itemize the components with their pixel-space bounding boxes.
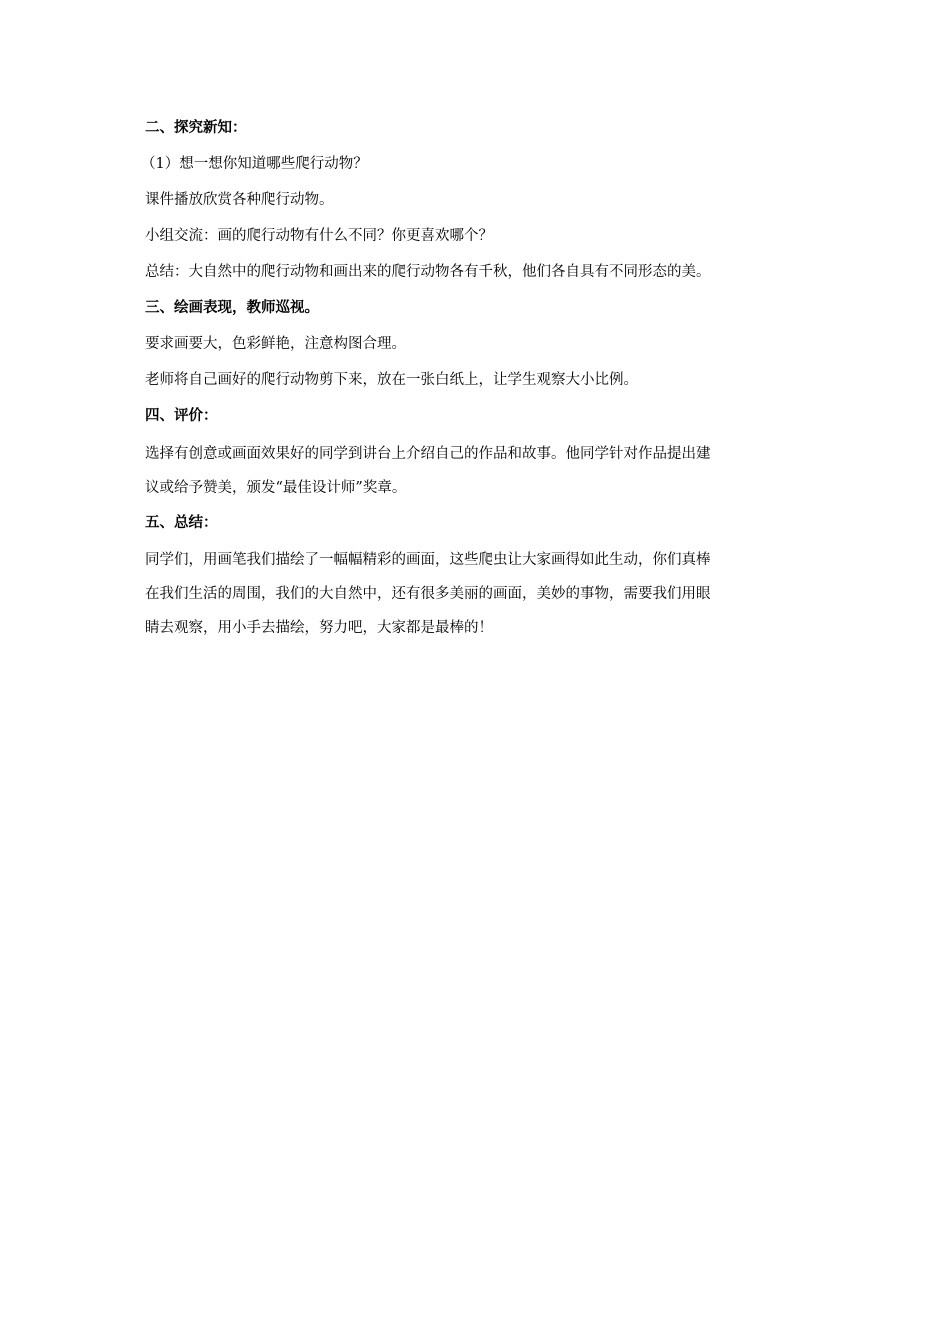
section-heading-drawing: 三、绘画表现，教师巡视。 bbox=[145, 300, 319, 316]
question-item: （1）想一想你知道哪些爬行动物？ bbox=[141, 156, 368, 172]
body-line: 议或给予赞美，颁发“最佳设计师”奖章。 bbox=[145, 480, 407, 496]
body-line: 小组交流：画的爬行动物有什么不同？你更喜欢哪个？ bbox=[145, 228, 493, 244]
body-line: 总结：大自然中的爬行动物和画出来的爬行动物各有千秋，他们各自具有不同形态的美。 bbox=[145, 264, 711, 280]
body-line: 睛去观察，用小手去描绘，努力吧，大家都是最棒的！ bbox=[145, 620, 493, 636]
body-line: 要求画要大，色彩鲜艳，注意构图合理。 bbox=[145, 336, 406, 352]
body-line: 课件播放欣赏各种爬行动物。 bbox=[145, 192, 334, 208]
body-line: 老师将自己画好的爬行动物剪下来，放在一张白纸上，让学生观察大小比例。 bbox=[145, 372, 638, 388]
body-line: 选择有创意或画面效果好的同学到讲台上介绍自己的作品和故事。他同学针对作品提出建 bbox=[145, 446, 711, 462]
body-line: 在我们生活的周围，我们的大自然中，还有很多美丽的画面，美妙的事物，需要我们用眼 bbox=[145, 586, 711, 602]
section-heading-summary: 五、总结： bbox=[145, 515, 218, 531]
body-line: 同学们，用画笔我们描绘了一幅幅精彩的画面，这些爬虫让大家画得如此生动，你们真棒 bbox=[145, 552, 711, 568]
document-body bbox=[141, 118, 810, 638]
section-heading-evaluation: 四、评价： bbox=[145, 408, 218, 424]
section-heading-explore: 二、探究新知： bbox=[145, 120, 247, 136]
